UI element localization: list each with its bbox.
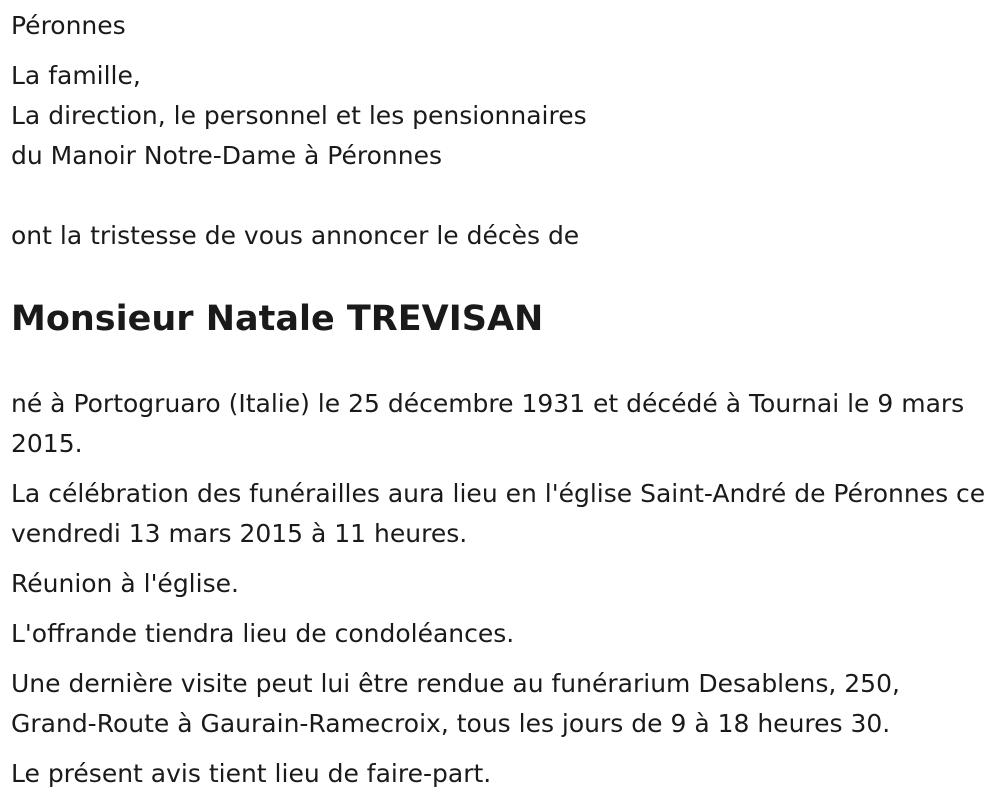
birth-death-paragraph: né à Portogruaro (Italie) le 25 décembre 1931 et décédé à Tournai le 9 mars 2015.	[11, 389, 973, 458]
announcer-line: du Manoir Notre-Dame à Péronnes	[11, 141, 442, 170]
deceased-name: Monsieur Natale TREVISAN	[11, 299, 544, 339]
announcer-line: La famille,	[11, 61, 141, 90]
location-heading: Péronnes	[11, 11, 126, 40]
funeral-paragraph: La célébration des funérailles aura lieu en l'église Saint-André de Péronnes ce vendredi 13 mars 2015 à 11 heures.	[11, 479, 994, 548]
notice-paragraph: Le présent avis tient lieu de faire-part.	[11, 759, 492, 788]
announcers-block	[11, 56, 986, 176]
announcement-intro: ont la tristesse de vous annoncer le décès de	[11, 221, 580, 250]
announcer-line: La direction, le personnel et les pensionnaires	[11, 101, 587, 130]
obituary-text	[11, 6, 994, 794]
meeting-paragraph: Réunion à l'église.	[11, 569, 239, 598]
visit-paragraph: Une dernière visite peut lui être rendue au funérarium Desablens, 250, Grand-Route à Gaurain-Ramecroix, tous les jours de 9 à 18 heures 30.	[11, 669, 908, 738]
offering-paragraph: L'offrande tiendra lieu de condoléances.	[11, 619, 515, 648]
